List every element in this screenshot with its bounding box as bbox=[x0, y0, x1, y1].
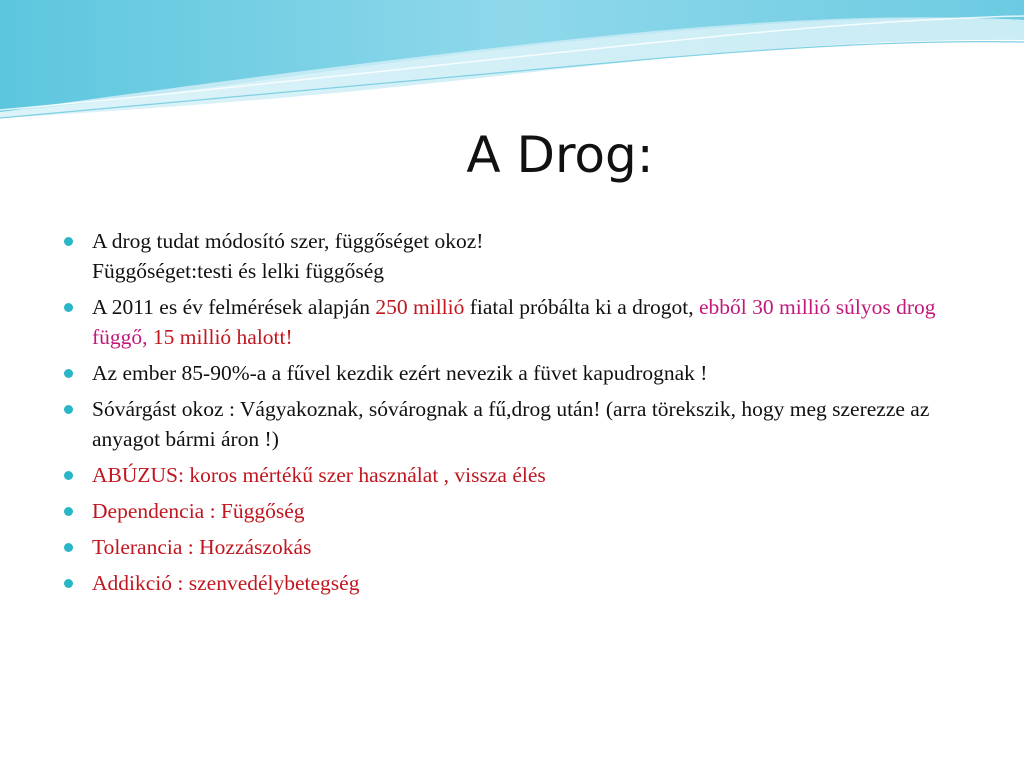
bullet-item bbox=[62, 532, 962, 562]
bullet-item bbox=[62, 460, 962, 490]
bullet-dot-icon bbox=[64, 237, 73, 246]
bullet-item bbox=[62, 568, 962, 598]
bullet-item bbox=[62, 226, 962, 286]
bullet-item bbox=[62, 496, 962, 526]
highlight-text: 15 millió halott! bbox=[147, 325, 293, 349]
bullet-list bbox=[62, 226, 962, 604]
bullet-text: ABÚZUS: koros mértékű szer használat , vissza élés bbox=[92, 463, 546, 487]
bullet-text: A 2011 es év felmérések alapján bbox=[92, 295, 376, 319]
bullet-text: Dependencia : Függőség bbox=[92, 499, 305, 523]
bullet-text: Tolerancia : Hozzászokás bbox=[92, 535, 312, 559]
highlight-text: 250 millió bbox=[375, 295, 465, 319]
bullet-dot-icon bbox=[64, 579, 73, 588]
bullet-dot-icon bbox=[64, 405, 73, 414]
bullet-text: Addikció : szenvedélybetegség bbox=[92, 571, 360, 595]
bullet-text: Az ember 85-90%-a a fűvel kezdik ezért nevezik a füvet kapudrognak ! bbox=[92, 361, 708, 385]
bullet-dot-icon bbox=[64, 369, 73, 378]
bullet-item bbox=[62, 358, 962, 388]
decorative-wave-header bbox=[0, 0, 1024, 130]
bullet-text: fiatal próbálta ki a drogot, bbox=[464, 295, 700, 319]
bullet-item bbox=[62, 394, 962, 454]
bullet-dot-icon bbox=[64, 471, 73, 480]
bullet-dot-icon bbox=[64, 507, 73, 516]
highlight-text: ebből 30 millió súlyos drog függő, bbox=[92, 295, 936, 349]
bullet-dot-icon bbox=[64, 303, 73, 312]
bullet-text: Sóvárgást okoz : Vágyakoznak, sóvárognak a fű,drog után! (arra törekszik, hogy meg szerezze az anyagot bármi áron !) bbox=[92, 397, 930, 451]
bullet-item bbox=[62, 292, 962, 352]
slide-title: A Drog: bbox=[466, 126, 654, 184]
bullet-text: A drog tudat módosító szer, függőséget okoz! bbox=[92, 229, 484, 253]
bullet-text: Függőséget:testi és lelki függőség bbox=[92, 259, 385, 283]
bullet-dot-icon bbox=[64, 543, 73, 552]
